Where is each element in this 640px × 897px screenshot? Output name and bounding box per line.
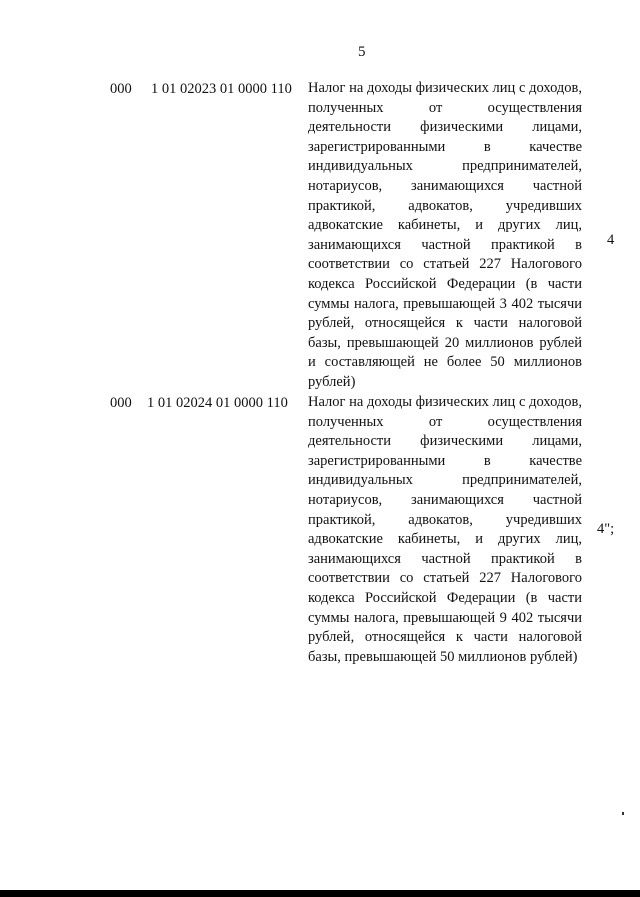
budget-classification-code: 1 01 02023 01 0000 110 bbox=[151, 81, 292, 97]
scan-speck bbox=[622, 812, 624, 815]
income-description: Налог на доходы физических лиц с доходов, полученных от осуществления деятельности физическими лицами, зарегистрированными в качестве индивидуальных предпринимателей, нотариусов, занимающихся частной практикой, адвокатов, учредивших адвокатские кабинеты, и других лиц, занимающихся частной практикой в соответствии со статьей 227 Налогового кодекса Российской Федерации (в части суммы налога, превышающей 9 402 тысячи рублей, относящейся к части налоговой базы, превышающей 50 миллионов рублей) bbox=[308, 394, 582, 665]
income-description: Налог на доходы физических лиц с доходов, полученных от осуществления деятельности физическими лицами, зарегистрированными в качестве индивидуальных предпринимателей, нотариусов, занимающихся частной практикой, адвокатов, учредивших адвокатские кабинеты, и других лиц, занимающихся частной практикой в соответствии со статьей 227 Налогового кодекса Российской Федерации (в части суммы налога, превышающей 3 402 тысячи рублей, относящейся к части налоговой базы, превышающей 20 миллионов рублей и составляющей не более 50 миллионов рублей) bbox=[308, 80, 582, 390]
admin-code: 000 bbox=[110, 81, 132, 97]
scan-bottom-edge bbox=[0, 890, 640, 897]
budget-classification-code: 1 01 02024 01 0000 110 bbox=[147, 395, 288, 411]
admin-code: 000 bbox=[110, 395, 132, 411]
rate-value: 4"; bbox=[597, 521, 615, 537]
page-number: 5 bbox=[358, 44, 366, 60]
rate-value: 4 bbox=[607, 232, 615, 248]
